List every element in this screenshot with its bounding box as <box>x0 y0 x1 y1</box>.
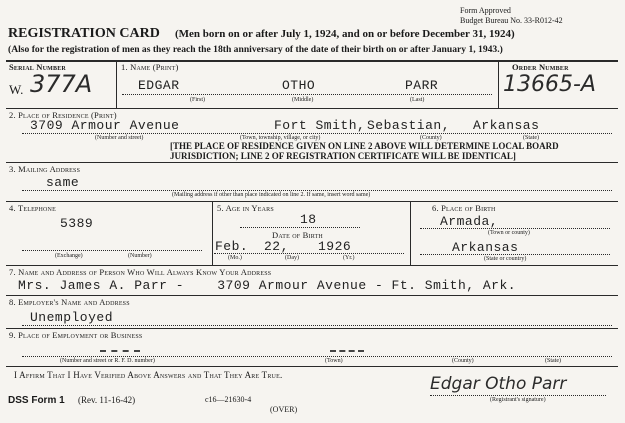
form-rev: (Rev. 11-16-42) <box>78 395 136 405</box>
dob-month: Feb. <box>215 239 249 254</box>
name-line <box>122 94 492 95</box>
dob-year: 1926 <box>318 239 352 254</box>
residence-city: Fort Smith, <box>274 118 366 133</box>
signature-line <box>430 395 606 396</box>
residence-notice-1: [THE PLACE OF RESIDENCE GIVEN ON LINE 2 ABOVE WILL DETERMINE LOCAL BOARD <box>170 141 559 151</box>
registrant-signature: Edgar Otho Parr <box>430 374 567 394</box>
dob-caption-yr: (Yr.) <box>343 255 355 261</box>
dob-caption-day: (Day) <box>285 255 299 261</box>
residence-caption-town: (Town, township, village, or city) <box>240 135 321 141</box>
signature-caption: (Registrant's signature) <box>490 397 546 403</box>
dob-label: Date of Birth <box>272 230 323 240</box>
employment-caption-state: (State) <box>545 358 561 364</box>
employment-line <box>22 356 612 357</box>
title-note: (Men born on or after July 1, 1924, and on or before December 31, 1924) <box>175 28 515 40</box>
residence-label: 2. Place of Residence (Print) <box>9 110 117 120</box>
telephone-caption-exchange: (Exchange) <box>55 253 83 259</box>
name-first: EDGAR <box>138 78 180 93</box>
rule-2 <box>6 108 618 109</box>
birthplace-caption-state: (State or country) <box>484 256 527 262</box>
birthplace-state-line <box>420 254 610 255</box>
print-code: c16—21630-4 <box>205 395 252 404</box>
name-last-caption: (Last) <box>410 97 425 103</box>
mailing-value: same <box>46 175 80 190</box>
contact-label: 7. Name and Address of Person Who Will Always Know Your Address <box>9 267 272 277</box>
residence-state: Arkansas <box>473 118 540 133</box>
rule-7 <box>6 265 618 266</box>
employer-value: Unemployed <box>30 310 114 325</box>
name-label: 1. Name (Print) <box>121 62 179 72</box>
dob-day: 22, <box>264 239 289 254</box>
name-first-caption: (First) <box>190 97 205 103</box>
affirm-text: I Affirm That I Have Verified Above Answers and That They Are True. <box>14 370 283 380</box>
telephone-label: 4. Telephone <box>9 203 56 213</box>
telephone-line <box>22 250 202 251</box>
employment-dash-1 <box>100 350 140 352</box>
residence-caption-county: (County) <box>420 135 442 141</box>
mailing-line <box>22 190 612 191</box>
serial-label: Serial Number <box>9 62 66 72</box>
rule-9 <box>6 328 618 329</box>
form-id: DSS Form 1 <box>8 395 65 406</box>
age-line <box>240 227 360 228</box>
order-label: Order Number <box>512 62 569 72</box>
name-middle-caption: (Middle) <box>292 97 314 103</box>
age-label: 5. Age in Years <box>217 203 274 213</box>
rule-v3 <box>212 202 213 265</box>
employment-caption-county: (County) <box>452 358 474 364</box>
rule-4 <box>6 201 618 202</box>
form-approved: Form Approved <box>460 6 511 15</box>
card-title: REGISTRATION CARD <box>8 26 160 41</box>
residence-county: Sebastian, <box>367 118 451 133</box>
birthplace-town: Armada, <box>440 214 499 229</box>
employer-label: 8. Employer's Name and Address <box>9 297 130 307</box>
age-value: 18 <box>300 212 317 227</box>
employment-caption-street: (Number and street or R. F. D. number) <box>60 358 155 364</box>
birthplace-label: 6. Place of Birth <box>432 203 496 213</box>
rule-v1 <box>116 61 117 108</box>
also-note: (Also for the registration of men as they reach the 18th anniversary of the date of their birth on or after January 1, 1943.) <box>8 44 503 55</box>
residence-caption-street: (Number and street) <box>95 135 144 141</box>
employer-line <box>22 325 612 326</box>
name-middle: OTHO <box>282 78 316 93</box>
rule-v2 <box>498 61 499 108</box>
mailing-label: 3. Mailing Address <box>9 164 81 174</box>
mailing-caption: (Mailing address if other than place indicated on line 2. If same, insert word same) <box>172 192 371 198</box>
contact-value: Mrs. James A. Parr - 3709 Armour Avenue - Ft. Smith, Ark. <box>18 278 517 293</box>
rule-10 <box>6 366 618 367</box>
rule-3 <box>6 162 618 163</box>
serial-value: 377A <box>30 70 93 98</box>
rule-8 <box>6 295 618 296</box>
employment-place-label: 9. Place of Employment or Business <box>9 330 143 340</box>
budget-bureau: Budget Bureau No. 33-R012-42 <box>460 16 563 25</box>
birthplace-state: Arkansas <box>452 240 519 255</box>
residence-street: 3709 Armour Avenue <box>30 118 180 133</box>
telephone-caption-number: (Number) <box>128 253 152 259</box>
dob-line <box>214 253 404 254</box>
rule-v4 <box>410 202 411 265</box>
name-last: PARR <box>405 78 439 93</box>
residence-line <box>22 133 612 134</box>
order-value: 13665-A <box>503 72 596 97</box>
birthplace-town-line <box>420 228 610 229</box>
serial-prefix: W. <box>9 82 24 97</box>
residence-caption-state: (State) <box>523 135 539 141</box>
over-note: (OVER) <box>270 405 298 414</box>
dob-caption-mo: (Mo.) <box>228 255 242 261</box>
employment-caption-town: (Town) <box>325 358 343 364</box>
telephone-value: 5389 <box>60 216 94 231</box>
employment-dash-2 <box>330 350 364 352</box>
birthplace-caption-town: (Town or county) <box>488 230 530 236</box>
residence-notice-2: JURISDICTION; LINE 2 OF REGISTRATION CERTIFICATE WILL BE IDENTICAL] <box>170 151 516 161</box>
